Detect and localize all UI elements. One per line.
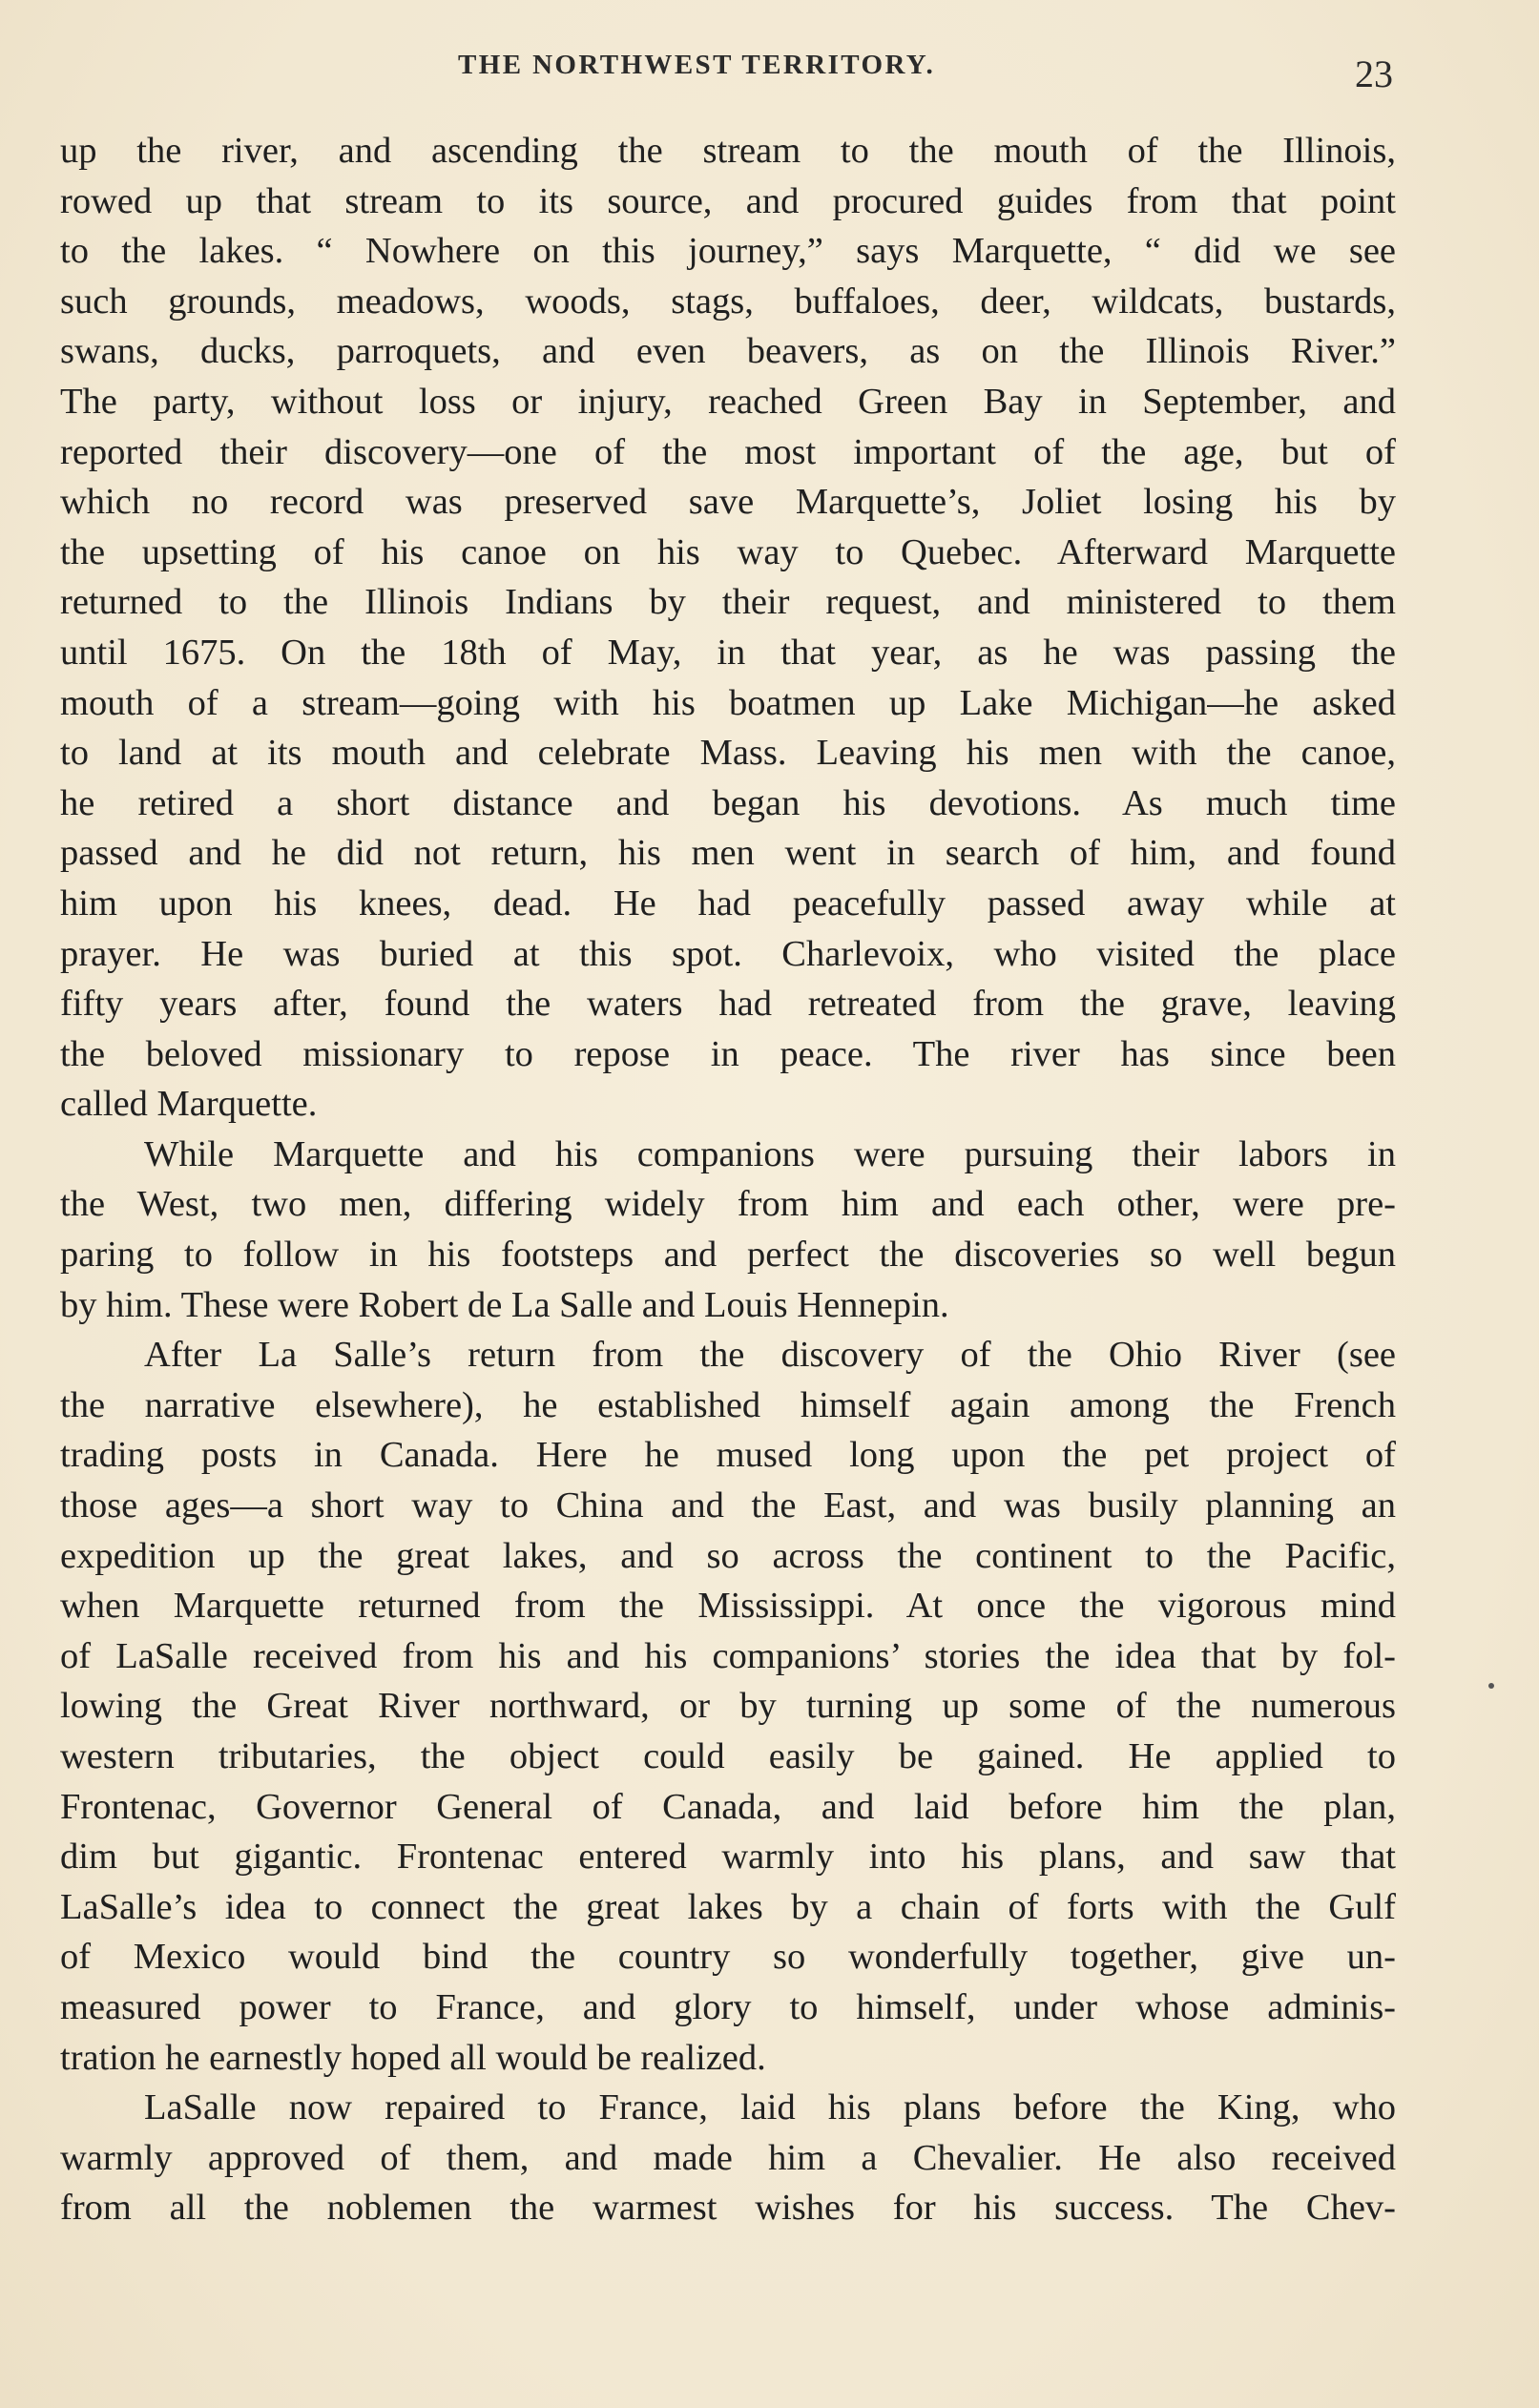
text-line: After La Salle’s return from the discovery of the Ohio River (see — [144, 1335, 1396, 1376]
text-line: Frontenac, Governor General of Canada, and laid before him the plan, — [60, 1786, 1396, 1827]
text-line: him upon his knees, dead. He had peacefully passed away while at — [60, 882, 1396, 924]
text-line: passed and he did not return, his men went in search of him, and found — [60, 833, 1396, 874]
text-line: to land at its mouth and celebrate Mass. Leaving his men with the canoe, — [60, 733, 1396, 774]
text-line: the beloved missionary to repose in peace. The river has since been — [60, 1033, 1396, 1074]
page-number: 23 — [1355, 52, 1393, 95]
body-text — [60, 126, 1396, 2233]
text-line: measured power to France, and glory to himself, under whose adminis- — [60, 1986, 1396, 2027]
text-line: reported their discovery—one of the most important of the age, but of — [60, 431, 1396, 472]
text-line: tration he earnestly hoped all would be realized. — [60, 2037, 766, 2078]
text-line: which no record was preserved save Marquette’s, Joliet losing his by — [60, 482, 1396, 523]
text-line: LaSalle’s idea to connect the great lakes by a chain of forts with the Gulf — [60, 1886, 1396, 1927]
paragraph — [60, 2083, 1396, 2233]
text-line: rowed up that stream to its source, and procured guides from that point — [60, 180, 1396, 221]
text-line: until 1675. On the 18th of May, in that year, as he was passing the — [60, 632, 1396, 673]
text-line: dim but gigantic. Frontenac entered warmly into his plans, and saw that — [60, 1837, 1396, 1878]
text-line: prayer. He was buried at this spot. Charlevoix, who visited the place — [60, 933, 1396, 974]
text-line: of Mexico would bind the country so wonderfully together, give un- — [60, 1937, 1396, 1978]
text-line: LaSalle now repaired to France, laid his plans before the King, who — [144, 2087, 1396, 2128]
text-line: swans, ducks, parroquets, and even beavers, as on the Illinois River.” — [60, 331, 1396, 372]
text-line: of LaSalle received from his and his companions’ stories the idea that by fol- — [60, 1635, 1396, 1676]
text-line: he retired a short distance and began his devotions. As much time — [60, 782, 1396, 823]
text-line: those ages—a short way to China and the East, and was busily planning an — [60, 1485, 1396, 1526]
paragraph — [60, 126, 1396, 1130]
text-line: expedition up the great lakes, and so across the continent to the Pacific, — [60, 1535, 1396, 1576]
text-line: to the lakes. “ Nowhere on this journey,” says Marquette, “ did we see — [60, 231, 1396, 272]
text-line: lowing the Great River northward, or by turning up some of the numerous — [60, 1686, 1396, 1727]
paragraph — [60, 1130, 1396, 1330]
text-line: paring to follow in his footsteps and perfect the discoveries so well begun — [60, 1235, 1396, 1276]
text-line: up the river, and ascending the stream to the mouth of the Illinois, — [60, 131, 1396, 171]
text-line: warmly approved of them, and made him a Chevalier. He also received — [60, 2137, 1396, 2178]
running-head — [0, 50, 1539, 95]
text-line: fifty years after, found the waters had retreated from the grave, leaving — [60, 984, 1396, 1025]
text-line: the West, two men, differing widely from him and each other, were pre- — [60, 1184, 1396, 1225]
paragraph — [60, 1330, 1396, 2083]
text-line: western tributaries, the object could easily be gained. He applied to — [60, 1736, 1396, 1776]
text-line: returned to the Illinois Indians by their request, and ministered to them — [60, 582, 1396, 623]
margin-speck — [1488, 1683, 1494, 1689]
text-line: such grounds, meadows, woods, stags, buffaloes, deer, wildcats, bustards, — [60, 280, 1396, 322]
text-line: The party, without loss or injury, reached Green Bay in September, and — [60, 381, 1396, 422]
text-line: the narrative elsewhere), he established himself again among the French — [60, 1384, 1396, 1425]
text-line: trading posts in Canada. Here he mused long upon the pet project of — [60, 1435, 1396, 1476]
text-line: mouth of a stream—going with his boatmen up Lake Michigan—he asked — [60, 682, 1396, 723]
text-line: While Marquette and his companions were pursuing their labors in — [144, 1133, 1396, 1174]
text-line: when Marquette returned from the Mississippi. At once the vigorous mind — [60, 1586, 1396, 1627]
text-line: called Marquette. — [60, 1084, 318, 1125]
text-line: the upsetting of his canoe on his way to Quebec. Afterward Marquette — [60, 531, 1396, 572]
text-line: by him. These were Robert de La Salle and Louis Hennepin. — [60, 1284, 949, 1325]
running-title: THE NORTHWEST TERRITORY. — [458, 50, 936, 80]
text-line: from all the noblemen the warmest wishes for his success. The Chev- — [60, 2188, 1396, 2229]
